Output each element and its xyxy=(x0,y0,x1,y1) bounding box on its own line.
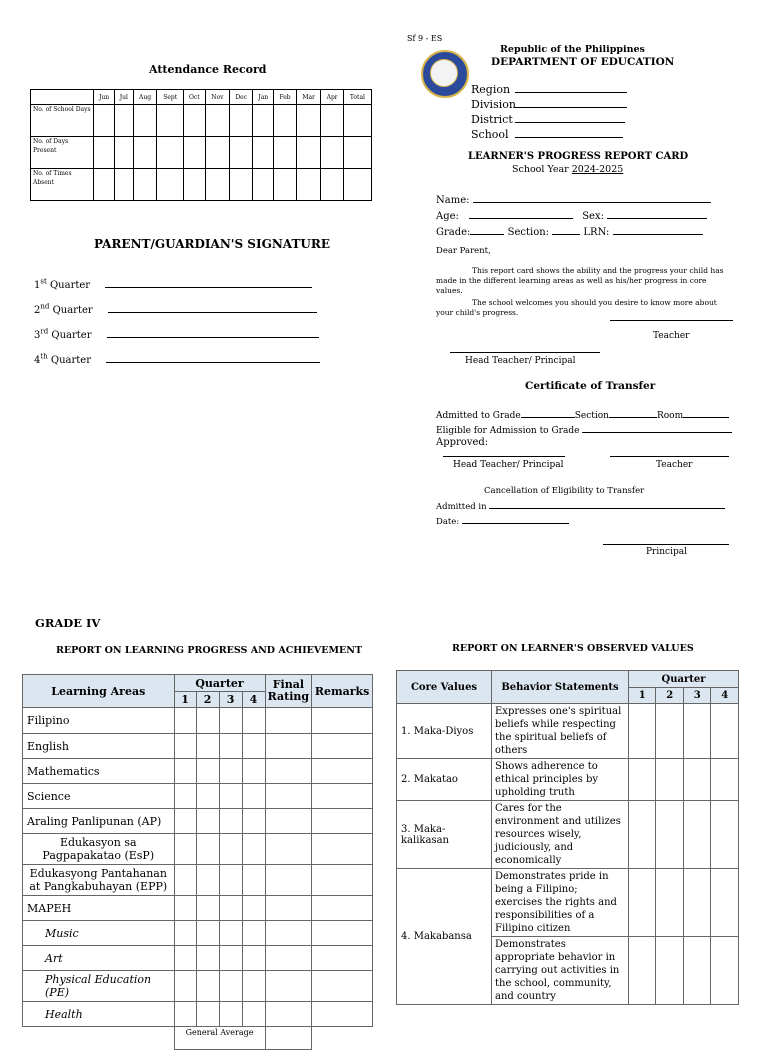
grade-cell[interactable] xyxy=(219,896,242,921)
grade-input[interactable] xyxy=(470,224,504,235)
division-input[interactable] xyxy=(515,97,627,108)
grade-cell[interactable] xyxy=(174,834,196,865)
remarks-cell[interactable] xyxy=(312,834,373,865)
value-cell[interactable] xyxy=(711,869,739,937)
attendance-cell[interactable] xyxy=(133,105,157,137)
eligible-label: Eligible for Admission to Grade xyxy=(436,426,580,436)
transfer-fields xyxy=(436,407,732,449)
remarks-cell[interactable] xyxy=(312,946,373,971)
district-input[interactable] xyxy=(515,112,625,123)
month-header: Apr xyxy=(321,90,343,105)
quarter-suffix: nd xyxy=(40,302,50,311)
grade-cell[interactable] xyxy=(219,921,242,946)
remarks-cell[interactable] xyxy=(312,896,373,921)
attendance-cell[interactable] xyxy=(157,105,183,137)
remarks-cell[interactable] xyxy=(312,708,373,734)
month-header: Aug xyxy=(133,90,157,105)
learning-table xyxy=(22,674,373,1050)
quarter-number: 3 xyxy=(219,692,242,708)
transfer-title: Certificate of Transfer xyxy=(525,380,656,392)
dear-parent: Dear Parent, xyxy=(436,246,491,256)
attendance-cell[interactable] xyxy=(115,137,133,169)
quarter-num: 1 xyxy=(34,280,41,291)
transfer-section-input[interactable] xyxy=(609,407,657,418)
remarks-cell[interactable] xyxy=(312,784,373,809)
learning-row xyxy=(23,759,373,784)
republic-text: Republic of the Philippines xyxy=(500,44,645,55)
principal-signature-line[interactable] xyxy=(603,544,729,545)
attendance-cell[interactable] xyxy=(133,137,157,169)
month-header: Total xyxy=(343,90,371,105)
seal-center-icon xyxy=(430,59,458,87)
grade-cell[interactable] xyxy=(242,971,265,1002)
quarter-num: 4 xyxy=(34,355,41,366)
name-input[interactable] xyxy=(473,192,711,203)
value-cell[interactable] xyxy=(629,801,656,869)
attendance-row xyxy=(31,169,372,201)
attendance-cell[interactable] xyxy=(183,137,205,169)
values-title: REPORT ON LEARNER'S OBSERVED VALUES xyxy=(452,643,694,654)
approved-label: Approved: xyxy=(436,437,489,448)
month-header: Sept xyxy=(157,90,183,105)
section-input[interactable] xyxy=(552,224,580,235)
final-cell[interactable] xyxy=(265,759,312,784)
sex-input[interactable] xyxy=(607,208,707,219)
final-cell[interactable] xyxy=(265,734,312,759)
transfer-head-label: Head Teacher/ Principal xyxy=(453,460,564,470)
department-text: DEPARTMENT OF EDUCATION xyxy=(491,56,675,68)
attendance-cell[interactable] xyxy=(157,169,183,201)
grade-cell[interactable] xyxy=(196,809,219,834)
final-cell[interactable] xyxy=(265,809,312,834)
behavior-statement: Demonstrates pride in being a Filipino; exercises the rights and responsibilities of a Filipino citizen xyxy=(492,869,629,937)
behavior-statement: Expresses one's spiritual beliefs while respecting the spiritual beliefs of others xyxy=(492,704,629,759)
grade-cell[interactable] xyxy=(174,896,196,921)
learning-row xyxy=(23,784,373,809)
school-year-label: School Year xyxy=(512,164,569,175)
attendance-cell[interactable] xyxy=(274,105,297,137)
admitted-in-label: Admitted in xyxy=(436,502,487,512)
learning-area: MAPEH xyxy=(23,896,175,921)
quarter-label: Quarter xyxy=(52,305,93,316)
learning-areas-header: Learning Areas xyxy=(23,675,175,708)
quarter-number: 2 xyxy=(656,688,683,704)
attendance-cell[interactable] xyxy=(343,137,371,169)
grade-cell[interactable] xyxy=(174,946,196,971)
room-input[interactable] xyxy=(683,407,729,418)
head-teacher-signature-line[interactable] xyxy=(450,352,600,353)
attendance-cell[interactable] xyxy=(296,137,321,169)
general-average-label: General Average xyxy=(174,1027,265,1050)
blank-cell xyxy=(312,1027,373,1050)
grade-cell[interactable] xyxy=(196,759,219,784)
learning-row xyxy=(23,809,373,834)
grade-cell[interactable] xyxy=(242,784,265,809)
quarter-number: 4 xyxy=(242,692,265,708)
remarks-cell[interactable] xyxy=(312,1002,373,1027)
month-header: Jul xyxy=(115,90,133,105)
cancellation-fields xyxy=(436,498,725,528)
attendance-cell[interactable] xyxy=(205,137,229,169)
attendance-cell[interactable] xyxy=(343,169,371,201)
grade-cell[interactable] xyxy=(196,1002,219,1027)
grade-cell[interactable] xyxy=(174,784,196,809)
core-value: 2. Makatao xyxy=(397,759,492,801)
learning-header-row xyxy=(23,675,373,692)
attendance-cell[interactable] xyxy=(115,105,133,137)
attendance-cell[interactable] xyxy=(183,105,205,137)
learning-row xyxy=(23,708,373,734)
date-label: Date: xyxy=(436,517,460,527)
grade-cell[interactable] xyxy=(219,734,242,759)
signature-row-4 xyxy=(34,352,320,366)
school-year-value: 2024-2025 xyxy=(571,164,624,175)
value-cell[interactable] xyxy=(683,704,710,759)
month-header: Mar xyxy=(296,90,321,105)
remarks-cell[interactable] xyxy=(312,971,373,1002)
grade-cell[interactable] xyxy=(174,708,196,734)
quarter-label: Quarter xyxy=(50,355,91,366)
grade-cell[interactable] xyxy=(174,759,196,784)
learning-area: Science xyxy=(23,784,175,809)
field-label: Region xyxy=(471,83,511,96)
attendance-cell[interactable] xyxy=(94,169,115,201)
month-header: Feb xyxy=(274,90,297,105)
final-cell[interactable] xyxy=(265,865,312,896)
transfer-teacher-signature-line[interactable] xyxy=(610,456,729,457)
age-label: Age: xyxy=(436,211,459,222)
remarks-cell[interactable] xyxy=(312,809,373,834)
final-cell[interactable] xyxy=(265,1002,312,1027)
grade-cell[interactable] xyxy=(242,946,265,971)
grade-cell[interactable] xyxy=(219,971,242,1002)
admitted-grade-label: Admitted to Grade xyxy=(436,411,521,421)
learning-area: Physical Education (PE) xyxy=(23,971,175,1002)
remarks-header: Remarks xyxy=(312,675,373,708)
quarter-label: Quarter xyxy=(51,330,92,341)
core-value: 4. Makabansa xyxy=(397,869,492,1005)
field-label: Division xyxy=(471,98,516,111)
grade-cell[interactable] xyxy=(242,759,265,784)
learning-row xyxy=(23,834,373,865)
field-label: School xyxy=(471,128,509,141)
transfer-section-label: Section xyxy=(574,411,609,421)
quarter-number: 1 xyxy=(629,688,656,704)
attendance-cell[interactable] xyxy=(343,105,371,137)
learning-row xyxy=(23,1002,373,1027)
values-quarter-header: Quarter xyxy=(629,671,739,688)
grade-cell[interactable] xyxy=(242,708,265,734)
lrn-label: LRN: xyxy=(583,227,610,238)
attendance-corner xyxy=(31,90,94,105)
attendance-cell[interactable] xyxy=(321,137,343,169)
room-label: Room xyxy=(656,411,684,421)
quarter-label: Quarter xyxy=(49,280,91,291)
value-cell[interactable] xyxy=(711,801,739,869)
attendance-cell[interactable] xyxy=(94,137,115,169)
signature-line[interactable] xyxy=(108,302,317,313)
quarter-number: 1 xyxy=(174,692,196,708)
signature-line[interactable] xyxy=(105,277,312,288)
quarter-number: 3 xyxy=(683,688,710,704)
school-year xyxy=(512,164,623,175)
report-card-title: LEARNER'S PROGRESS REPORT CARD xyxy=(468,151,689,162)
grade-cell[interactable] xyxy=(219,784,242,809)
deped-seal xyxy=(421,50,469,98)
attendance-cell[interactable] xyxy=(253,137,274,169)
attendance-cell[interactable] xyxy=(296,169,321,201)
attendance-cell[interactable] xyxy=(229,169,252,201)
value-cell[interactable] xyxy=(656,869,683,937)
grade-cell[interactable] xyxy=(219,759,242,784)
quarter-suffix: th xyxy=(40,352,48,361)
grade-cell[interactable] xyxy=(196,946,219,971)
signature-row-1 xyxy=(34,277,312,291)
values-row xyxy=(397,869,739,937)
principal-label: Principal xyxy=(646,547,687,557)
card-paragraph-1: This report card shows the ability and the progress your child has made in the different learning areas as well as his/her progress in core values. xyxy=(436,266,724,295)
field-label: District xyxy=(471,113,513,126)
grade-cell[interactable] xyxy=(219,1002,242,1027)
form-code: Sf 9 - ES xyxy=(407,34,443,43)
grade-cell[interactable] xyxy=(219,708,242,734)
final-cell[interactable] xyxy=(265,834,312,865)
general-average-row xyxy=(23,1027,373,1050)
attendance-row xyxy=(31,105,372,137)
grade-cell[interactable] xyxy=(196,971,219,1002)
grade-cell[interactable] xyxy=(242,809,265,834)
grade-cell[interactable] xyxy=(196,921,219,946)
attendance-cell[interactable] xyxy=(274,137,297,169)
value-cell[interactable] xyxy=(683,801,710,869)
core-value: 3. Maka-kalikasan xyxy=(397,801,492,869)
learning-area: Art xyxy=(23,946,175,971)
age-input[interactable] xyxy=(469,208,573,219)
teacher-label: Teacher xyxy=(653,331,690,341)
teacher-signature-line[interactable] xyxy=(610,320,733,321)
name-label: Name: xyxy=(436,195,470,206)
attendance-cell[interactable] xyxy=(253,169,274,201)
value-cell[interactable] xyxy=(656,759,683,801)
attendance-cell[interactable] xyxy=(321,169,343,201)
value-cell[interactable] xyxy=(656,937,683,1005)
grade-cell[interactable] xyxy=(242,921,265,946)
behavior-statement: Shows adherence to ethical principles by upholding truth xyxy=(492,759,629,801)
value-cell[interactable] xyxy=(629,937,656,1005)
admitted-in-input[interactable] xyxy=(489,498,725,509)
month-header: Jun xyxy=(94,90,115,105)
signature-line[interactable] xyxy=(106,352,320,363)
attendance-cell[interactable] xyxy=(205,169,229,201)
cancellation-title: Cancellation of Eligibility to Transfer xyxy=(484,486,645,496)
grade-cell[interactable] xyxy=(219,865,242,896)
grade-label: Grade: xyxy=(436,227,471,238)
attendance-row-label: No. of Days Present xyxy=(31,137,94,169)
value-cell[interactable] xyxy=(711,937,739,1005)
behavior-statement: Demonstrates appropriate behavior in carrying out activities in the school, community, and country xyxy=(492,937,629,1005)
attendance-cell[interactable] xyxy=(229,105,252,137)
attendance-cell[interactable] xyxy=(115,169,133,201)
final-cell[interactable] xyxy=(265,708,312,734)
quarter-number: 2 xyxy=(196,692,219,708)
learning-area: Araling Panlipunan (AP) xyxy=(23,809,175,834)
attendance-row-label: No. of School Days xyxy=(31,105,94,137)
attendance-cell[interactable] xyxy=(133,169,157,201)
learning-area: Edukasyon sa Pagpapakatao (EsP) xyxy=(23,834,175,865)
transfer-teacher-label: Teacher xyxy=(656,460,693,470)
value-cell[interactable] xyxy=(711,759,739,801)
learning-area: Music xyxy=(23,921,175,946)
value-cell[interactable] xyxy=(629,759,656,801)
region-input[interactable] xyxy=(515,82,627,93)
grade-level: GRADE IV xyxy=(35,616,101,630)
values-row xyxy=(397,704,739,759)
attendance-cell[interactable] xyxy=(296,105,321,137)
learning-area: English xyxy=(23,734,175,759)
quarter-num: 3 xyxy=(34,330,41,341)
quarter-suffix: rd xyxy=(40,327,49,336)
values-row xyxy=(397,801,739,869)
value-cell[interactable] xyxy=(656,704,683,759)
attendance-cell[interactable] xyxy=(229,137,252,169)
remarks-cell[interactable] xyxy=(312,734,373,759)
attendance-cell[interactable] xyxy=(253,105,274,137)
blank-cell xyxy=(23,1027,175,1050)
lrn-input[interactable] xyxy=(613,224,703,235)
behavior-statement: Cares for the environment and utilizes resources wisely, judiciously, and economically xyxy=(492,801,629,869)
learning-area: Filipino xyxy=(23,708,175,734)
head-teacher-label: Head Teacher/ Principal xyxy=(465,356,576,366)
final-cell[interactable] xyxy=(265,946,312,971)
final-cell[interactable] xyxy=(265,921,312,946)
signature-row-3 xyxy=(34,327,319,341)
learning-row xyxy=(23,971,373,1002)
transfer-head-signature-line[interactable] xyxy=(443,456,565,457)
grade-cell[interactable] xyxy=(174,809,196,834)
month-header: Jan xyxy=(253,90,274,105)
grade-cell[interactable] xyxy=(196,708,219,734)
grade-cell[interactable] xyxy=(174,921,196,946)
quarter-num: 2 xyxy=(34,305,41,316)
learner-info xyxy=(436,192,711,240)
remarks-cell[interactable] xyxy=(312,865,373,896)
grade-cell[interactable] xyxy=(196,734,219,759)
general-average-cell[interactable] xyxy=(265,1027,312,1050)
attendance-cell[interactable] xyxy=(205,105,229,137)
signature-line[interactable] xyxy=(107,327,319,338)
learning-row xyxy=(23,946,373,971)
attendance-header-row xyxy=(31,90,372,105)
values-table xyxy=(396,670,739,1005)
core-value: 1. Maka-Diyos xyxy=(397,704,492,759)
learning-row xyxy=(23,896,373,921)
grade-cell[interactable] xyxy=(219,809,242,834)
quarter-suffix: st xyxy=(40,277,47,286)
attendance-cell[interactable] xyxy=(274,169,297,201)
attendance-cell[interactable] xyxy=(94,105,115,137)
school-input[interactable] xyxy=(515,127,623,138)
learning-row xyxy=(23,865,373,896)
quarter-number: 4 xyxy=(711,688,739,704)
value-cell[interactable] xyxy=(629,869,656,937)
card-paragraph-2: The school welcomes you should you desire to know more about your child's progress. xyxy=(436,298,717,317)
grade-cell[interactable] xyxy=(196,896,219,921)
attendance-cell[interactable] xyxy=(321,105,343,137)
core-values-header: Core Values xyxy=(397,671,492,704)
remarks-cell[interactable] xyxy=(312,759,373,784)
grade-cell[interactable] xyxy=(174,734,196,759)
grade-cell[interactable] xyxy=(196,784,219,809)
eligible-input[interactable] xyxy=(582,422,732,433)
remarks-cell[interactable] xyxy=(312,921,373,946)
grade-cell[interactable] xyxy=(242,1002,265,1027)
attendance-cell[interactable] xyxy=(183,169,205,201)
grade-cell[interactable] xyxy=(174,1002,196,1027)
learning-title: REPORT ON LEARNING PROGRESS AND ACHIEVEMENT xyxy=(56,645,363,656)
attendance-cell[interactable] xyxy=(157,137,183,169)
grade-cell[interactable] xyxy=(242,734,265,759)
date-input[interactable] xyxy=(462,513,569,524)
grade-cell[interactable] xyxy=(242,865,265,896)
learning-area: Edukasyong Pantahanan at Pangkabuhayan (EPP) xyxy=(23,865,175,896)
location-fields xyxy=(471,82,627,142)
grade-cell[interactable] xyxy=(242,834,265,865)
learning-area: Mathematics xyxy=(23,759,175,784)
grade-cell[interactable] xyxy=(219,834,242,865)
admitted-grade-input[interactable] xyxy=(521,407,575,418)
value-cell[interactable] xyxy=(683,759,710,801)
learning-row xyxy=(23,734,373,759)
learning-row xyxy=(23,921,373,946)
grade-cell[interactable] xyxy=(174,865,196,896)
final-cell[interactable] xyxy=(265,971,312,1002)
behavior-header: Behavior Statements xyxy=(492,671,629,704)
attendance-table xyxy=(30,89,372,201)
month-header: Nov xyxy=(205,90,229,105)
attendance-title: Attendance Record xyxy=(149,63,267,76)
grade-cell[interactable] xyxy=(219,946,242,971)
section-label: Section: xyxy=(507,227,550,238)
attendance-row-label: No. of Times Absent xyxy=(31,169,94,201)
grade-cell[interactable] xyxy=(242,896,265,921)
sex-label: Sex: xyxy=(582,211,604,222)
month-header: Oct xyxy=(183,90,205,105)
quarter-header: Quarter xyxy=(174,675,265,692)
signature-row-2 xyxy=(34,302,317,316)
value-cell[interactable] xyxy=(683,869,710,937)
learning-area: Health xyxy=(23,1002,175,1027)
final-cell[interactable] xyxy=(265,896,312,921)
value-cell[interactable] xyxy=(711,704,739,759)
value-cell[interactable] xyxy=(629,704,656,759)
value-cell[interactable] xyxy=(683,937,710,1005)
month-header: Dec xyxy=(229,90,252,105)
value-cell[interactable] xyxy=(656,801,683,869)
attendance-row xyxy=(31,137,372,169)
grade-cell[interactable] xyxy=(196,865,219,896)
values-header-row xyxy=(397,671,739,688)
grade-cell[interactable] xyxy=(196,834,219,865)
signature-title: PARENT/GUARDIAN'S SIGNATURE xyxy=(94,237,330,251)
grade-cell[interactable] xyxy=(174,971,196,1002)
final-rating-header: Final Rating xyxy=(265,675,312,708)
values-row xyxy=(397,759,739,801)
final-cell[interactable] xyxy=(265,784,312,809)
